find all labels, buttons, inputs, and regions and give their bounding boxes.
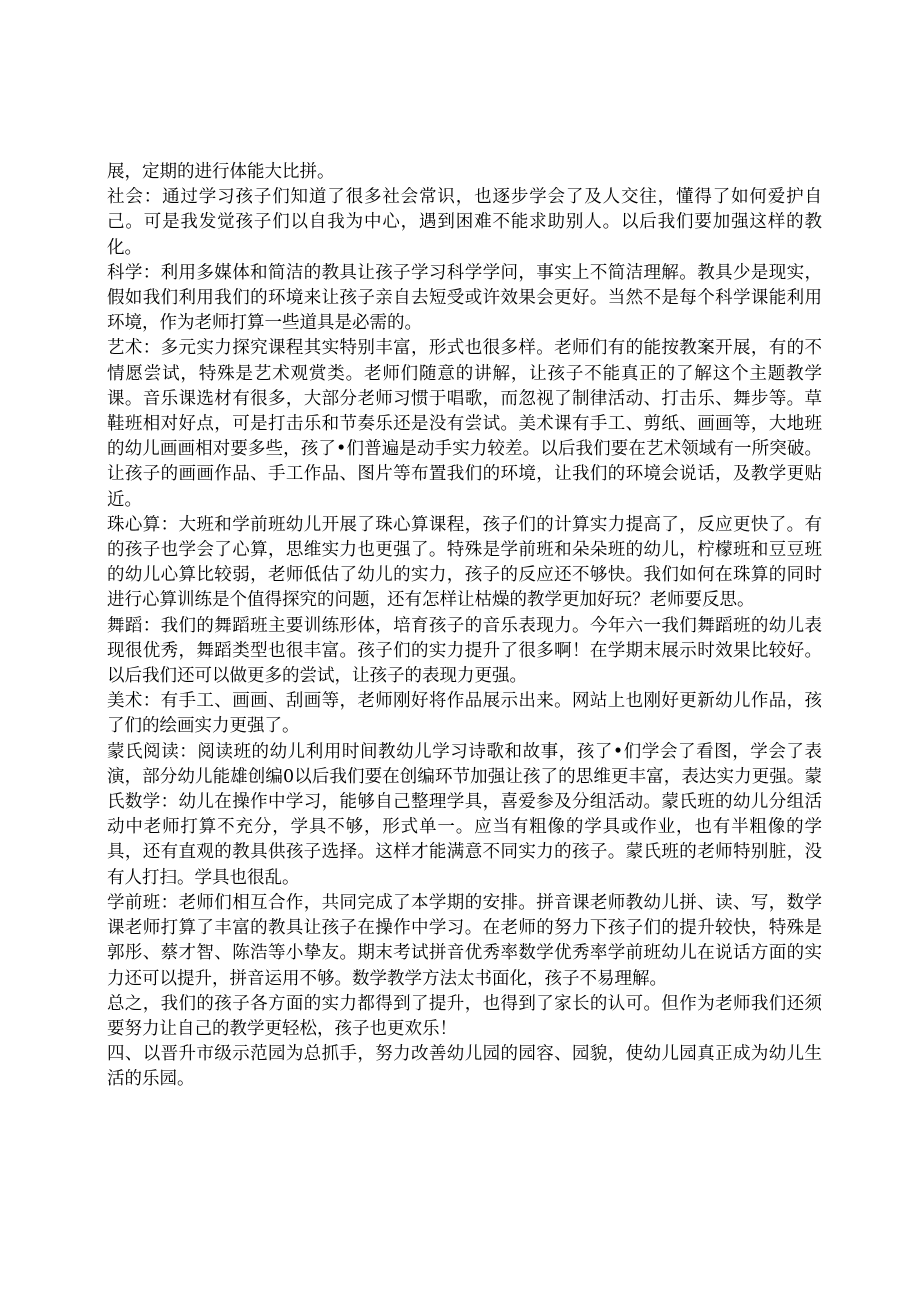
paragraph-dance: 舞蹈：我们的舞蹈班主要训练形体，培育孩子的音乐表现力。今年六一我们舞蹈班的幼儿表现很优秀，舞蹈类型也很丰富。孩子们的实力提升了很多啊！在学期末展示时效果比较好。以后我们还可以做更多的尝试，让孩子的表现力更强。 (107, 615, 822, 687)
paragraph-physical-contest-end: 展，定期的进行体能大比拼。 (107, 162, 335, 182)
paragraph-preschool-class: 学前班：老师们相互合作，共同完成了本学期的安排。拼音课老师教幼儿拼、读、写，数学课老师打算了丰富的教具让孩子在操作中学习。在老师的努力下孩子们的提升较快，特殊是郭彤、蔡才智、陈浩等小挚友。期末考试拼音优秀率数学优秀率学前班幼儿在说话方面的实力还可以提升，拼音运用不够。数学教学方法太书面化，孩子不易理解。 (107, 892, 822, 989)
paragraph-mental-abacus: 珠心算：大班和学前班幼儿开展了珠心算课程，孩子们的计算实力提高了，反应更快了。有的孩子也学会了心算，思维实力也更强了。特殊是学前班和朵朵班的幼儿，柠檬班和豆豆班的幼儿心算比较弱，老师低估了幼儿的实力，孩子的反应还不够快。我们如何在珠算的同时进行心算训练是个值得探究的问题，还有怎样让枯燥的教学更加好玩？老师要反思。 (107, 514, 822, 611)
paragraph-montessori: 蒙氏阅读：阅读班的幼儿利用时间教幼儿学习诗歌和故事，孩了•们学会了看图，学会了表演，部分幼儿能雄创编0以后我们要在创编环节加强让孩了的思维更丰富，表达实力更强。蒙氏数学：幼儿在操作中学习，能够自己整理学具，喜爱参及分组活动。蒙氏班的幼儿分组活动中老师打算不充分，学具不够，形式单一。应当有粗像的学具或作业，也有半粗像的学具，还有直观的教具供孩子选择。这样才能满意不同实力的孩子。蒙氏班的老师特别脏，没有人打扫。学具也很乱。 (107, 741, 822, 888)
document-body (107, 160, 822, 1093)
paragraph-art: 艺术：多元实力探究课程其实特别丰富，形式也很多样。老师们有的能按教案开展，有的不情愿尝试，特殊是艺术观赏类。老师们随意的讲解，让孩子不能真正的了解这个主题教学课。音乐课选材有很多，大部分老师习惯于唱歌，而忽视了制律活动、打击乐、舞步等。草鞋班相对好点，可是打击乐和节奏乐还是没有尝试。美术课有手工、剪纸、画画等，大地班的幼儿画画相对要多些，孩了•们普遍是动手实力较差。以后我们要在艺术领域有一所突破。让孩子的画画作品、手工作品、图片等布置我们的环境，让我们的环境会说话，及教学更贴近。 (107, 338, 822, 510)
paragraph-science: 科学：利用多媒体和简洁的教具让孩子学习科学学问，事实上不简洁理解。教具少是现实，假如我们利用我们的环境来让孩子亲自去短受或许效果会更好。当然不是每个科学课能利用环境，作为老师打算一些道具是必需的。 (107, 262, 822, 334)
paragraph-section-four: 四、以晋升市级示范园为总抓手，努力改善幼儿园的园容、园貌，使幼儿园真正成为幼儿生活的乐园。 (107, 1044, 822, 1090)
paragraph-social: 社会：通过学习孩子们知道了很多社会常识，也逐步学会了及人交往，懂得了如何爱护自己。可是我发觉孩子们以自我为中心，遇到困难不能求助别人。以后我们要加强这样的教化。 (107, 187, 822, 258)
paragraph-fine-arts: 美术：有手工、画画、刮画等，老师刚好将作品展示出来。网站上也刚好更新幼儿作品，孩了们的绘画实力更强了。 (107, 691, 822, 737)
paragraph-summary: 总之，我们的孩子各方面的实力都得到了提升，也得到了家长的认可。但作为老师我们还须要努力让自己的教学更轻松，孩子也更欢乐！ (107, 993, 822, 1039)
